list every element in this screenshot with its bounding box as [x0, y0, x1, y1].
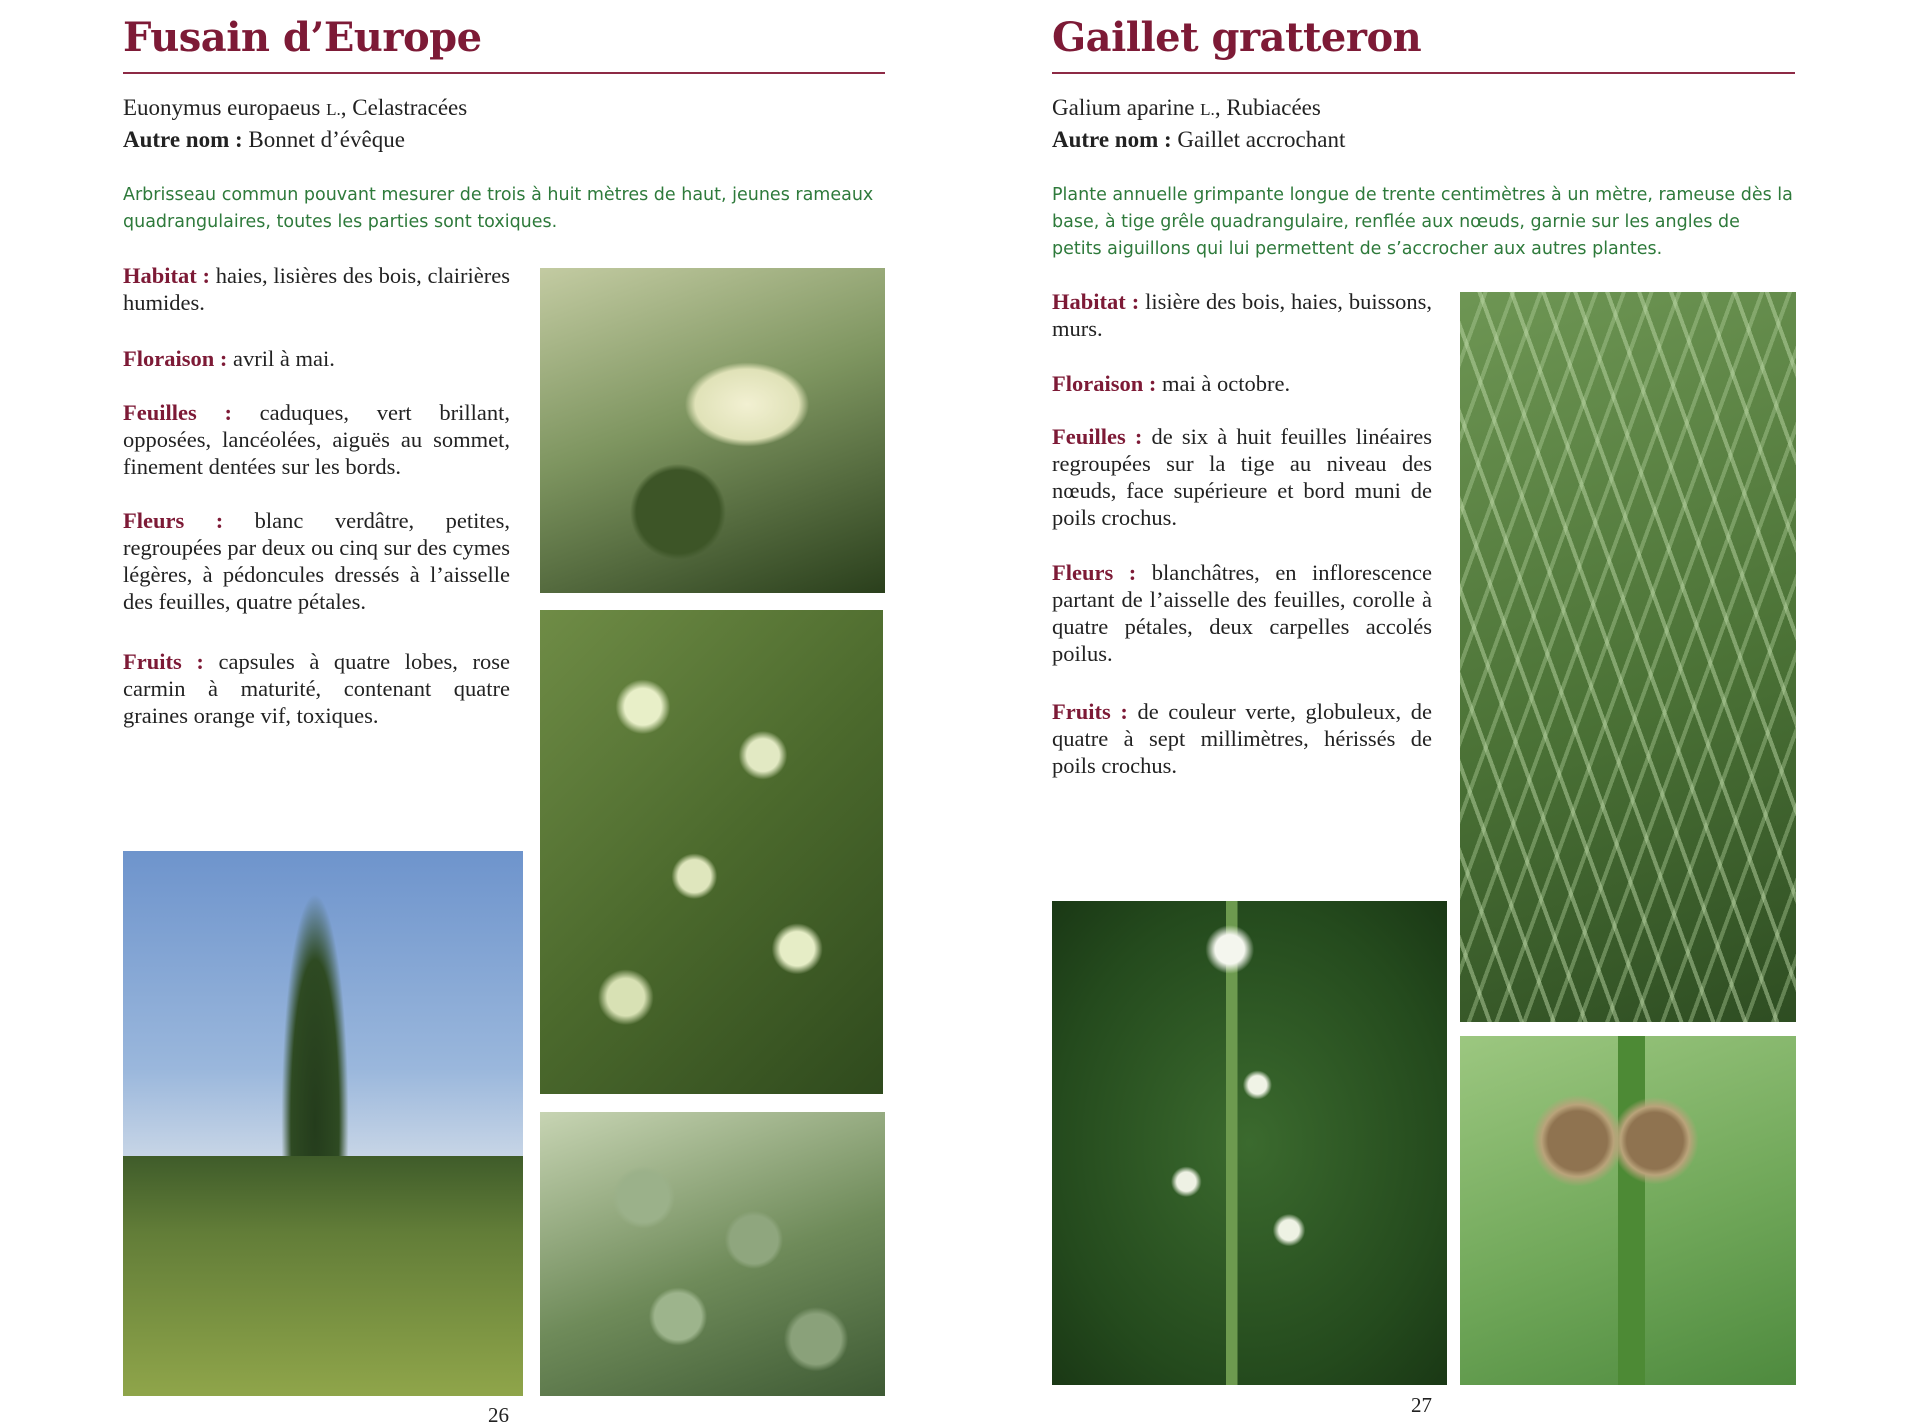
floraison-text: mai à octobre.: [1156, 371, 1291, 396]
other-name-label: Autre nom :: [123, 127, 243, 152]
fruits-field: [123, 648, 510, 729]
scientific-name: [123, 92, 467, 126]
feuilles-label: Feuilles :: [1052, 424, 1143, 449]
fleurs-text: blanc verdâtre, petites, regroupées par deux ou cinq sur des cymes légères, à pédoncules dressés à l’aisselle des feuilles, quatre pétales.: [123, 508, 511, 614]
habitat-text: lisière des bois, haies, buissons, murs.: [1052, 289, 1432, 341]
leafy-stems-photo: [1460, 292, 1796, 1022]
fleurs-field: [1052, 559, 1432, 667]
fruits-text: de couleur verte, globuleux, de quatre à sept millimètres, hérissés de poils crochus.: [1052, 699, 1432, 778]
burr-fruit-photo: [1460, 1036, 1796, 1385]
floraison-label: Floraison :: [1052, 371, 1157, 396]
family-name: , Rubiacées: [1214, 95, 1321, 120]
intro-text: Arbrisseau commun pouvant mesurer de trois à huit mètres de haut, jeunes rameaux quadrangulaires, toutes les parties sont toxiques.: [123, 185, 874, 232]
fleurs-label: Fleurs :: [123, 508, 224, 533]
fruit-capsules-photo: [540, 1112, 885, 1396]
habitat-field: [123, 262, 510, 316]
fleurs-text: blanchâtres, en inflorescence partant de l’aisselle des feuilles, corolle à quatre pétales, deux carpelles accolés poilus.: [1052, 560, 1432, 666]
family-name: , Celastracées: [340, 95, 468, 120]
other-name: [123, 124, 405, 156]
other-name-label: Autre nom :: [1052, 127, 1172, 152]
feuilles-text: caduques, vert brillant, opposées, lancéolées, aiguës au sommet, finement dentées sur les bords.: [123, 400, 511, 479]
flower-closeup-photo: [540, 268, 885, 593]
page-title: Fusain d’Europe: [123, 14, 482, 61]
title-rule: [1052, 72, 1795, 74]
floraison-text: avril à mai.: [227, 346, 335, 371]
habitat-text: haies, lisières des bois, clairières humides.: [123, 263, 510, 315]
floraison-field: [123, 345, 510, 372]
habitat-label: Habitat :: [123, 263, 211, 288]
feuilles-field: [1052, 423, 1432, 531]
right-page: [960, 0, 1919, 1424]
white-flowers-photo: [1052, 901, 1447, 1385]
scientific-name: [1052, 92, 1321, 126]
latin-name: Euonymus europaeus: [123, 95, 321, 120]
shrub-habitat-photo: [123, 851, 523, 1396]
other-name: [1052, 124, 1345, 156]
author-abbrev: L.: [1200, 100, 1215, 119]
other-name-value: Gaillet accrochant: [1171, 127, 1346, 152]
author-abbrev: L.: [326, 100, 341, 119]
intro-text: Plante annuelle grimpante longue de trente centimètres à un mètre, rameuse dès la base, à tige grêle quadrangulaire, renflée aux nœuds, garnie sur les angles de petits aiguillons qui lui permettent de s’accrocher aux autres plantes.: [1052, 185, 1793, 259]
page-title: Gaillet gratteron: [1052, 14, 1422, 61]
title-rule: [123, 72, 885, 74]
habitat-label: Habitat :: [1052, 289, 1140, 314]
flower-cluster-photo: [540, 610, 883, 1094]
feuilles-label: Feuilles :: [123, 400, 232, 425]
feuilles-field: [123, 399, 510, 480]
fruits-field: [1052, 698, 1432, 779]
fleurs-label: Fleurs :: [1052, 560, 1137, 585]
latin-name: Galium aparine: [1052, 95, 1195, 120]
page-number: 27: [1411, 1393, 1432, 1417]
habitat-field: [1052, 288, 1432, 342]
left-page: [0, 0, 960, 1427]
floraison-label: Floraison :: [123, 346, 228, 371]
fruits-label: Fruits :: [123, 649, 204, 674]
floraison-field: [1052, 370, 1432, 397]
feuilles-text: de six à huit feuilles linéaires regroupées sur la tige au niveau des nœuds, face supérieure et bord muni de poils crochus.: [1052, 424, 1433, 530]
fruits-text: capsules à quatre lobes, rose carmin à maturité, contenant quatre graines orange vif, toxiques.: [123, 649, 510, 728]
fleurs-field: [123, 507, 510, 615]
page-number: 26: [488, 1403, 509, 1427]
fruits-label: Fruits :: [1052, 699, 1128, 724]
other-name-value: Bonnet d’évêque: [242, 127, 405, 152]
